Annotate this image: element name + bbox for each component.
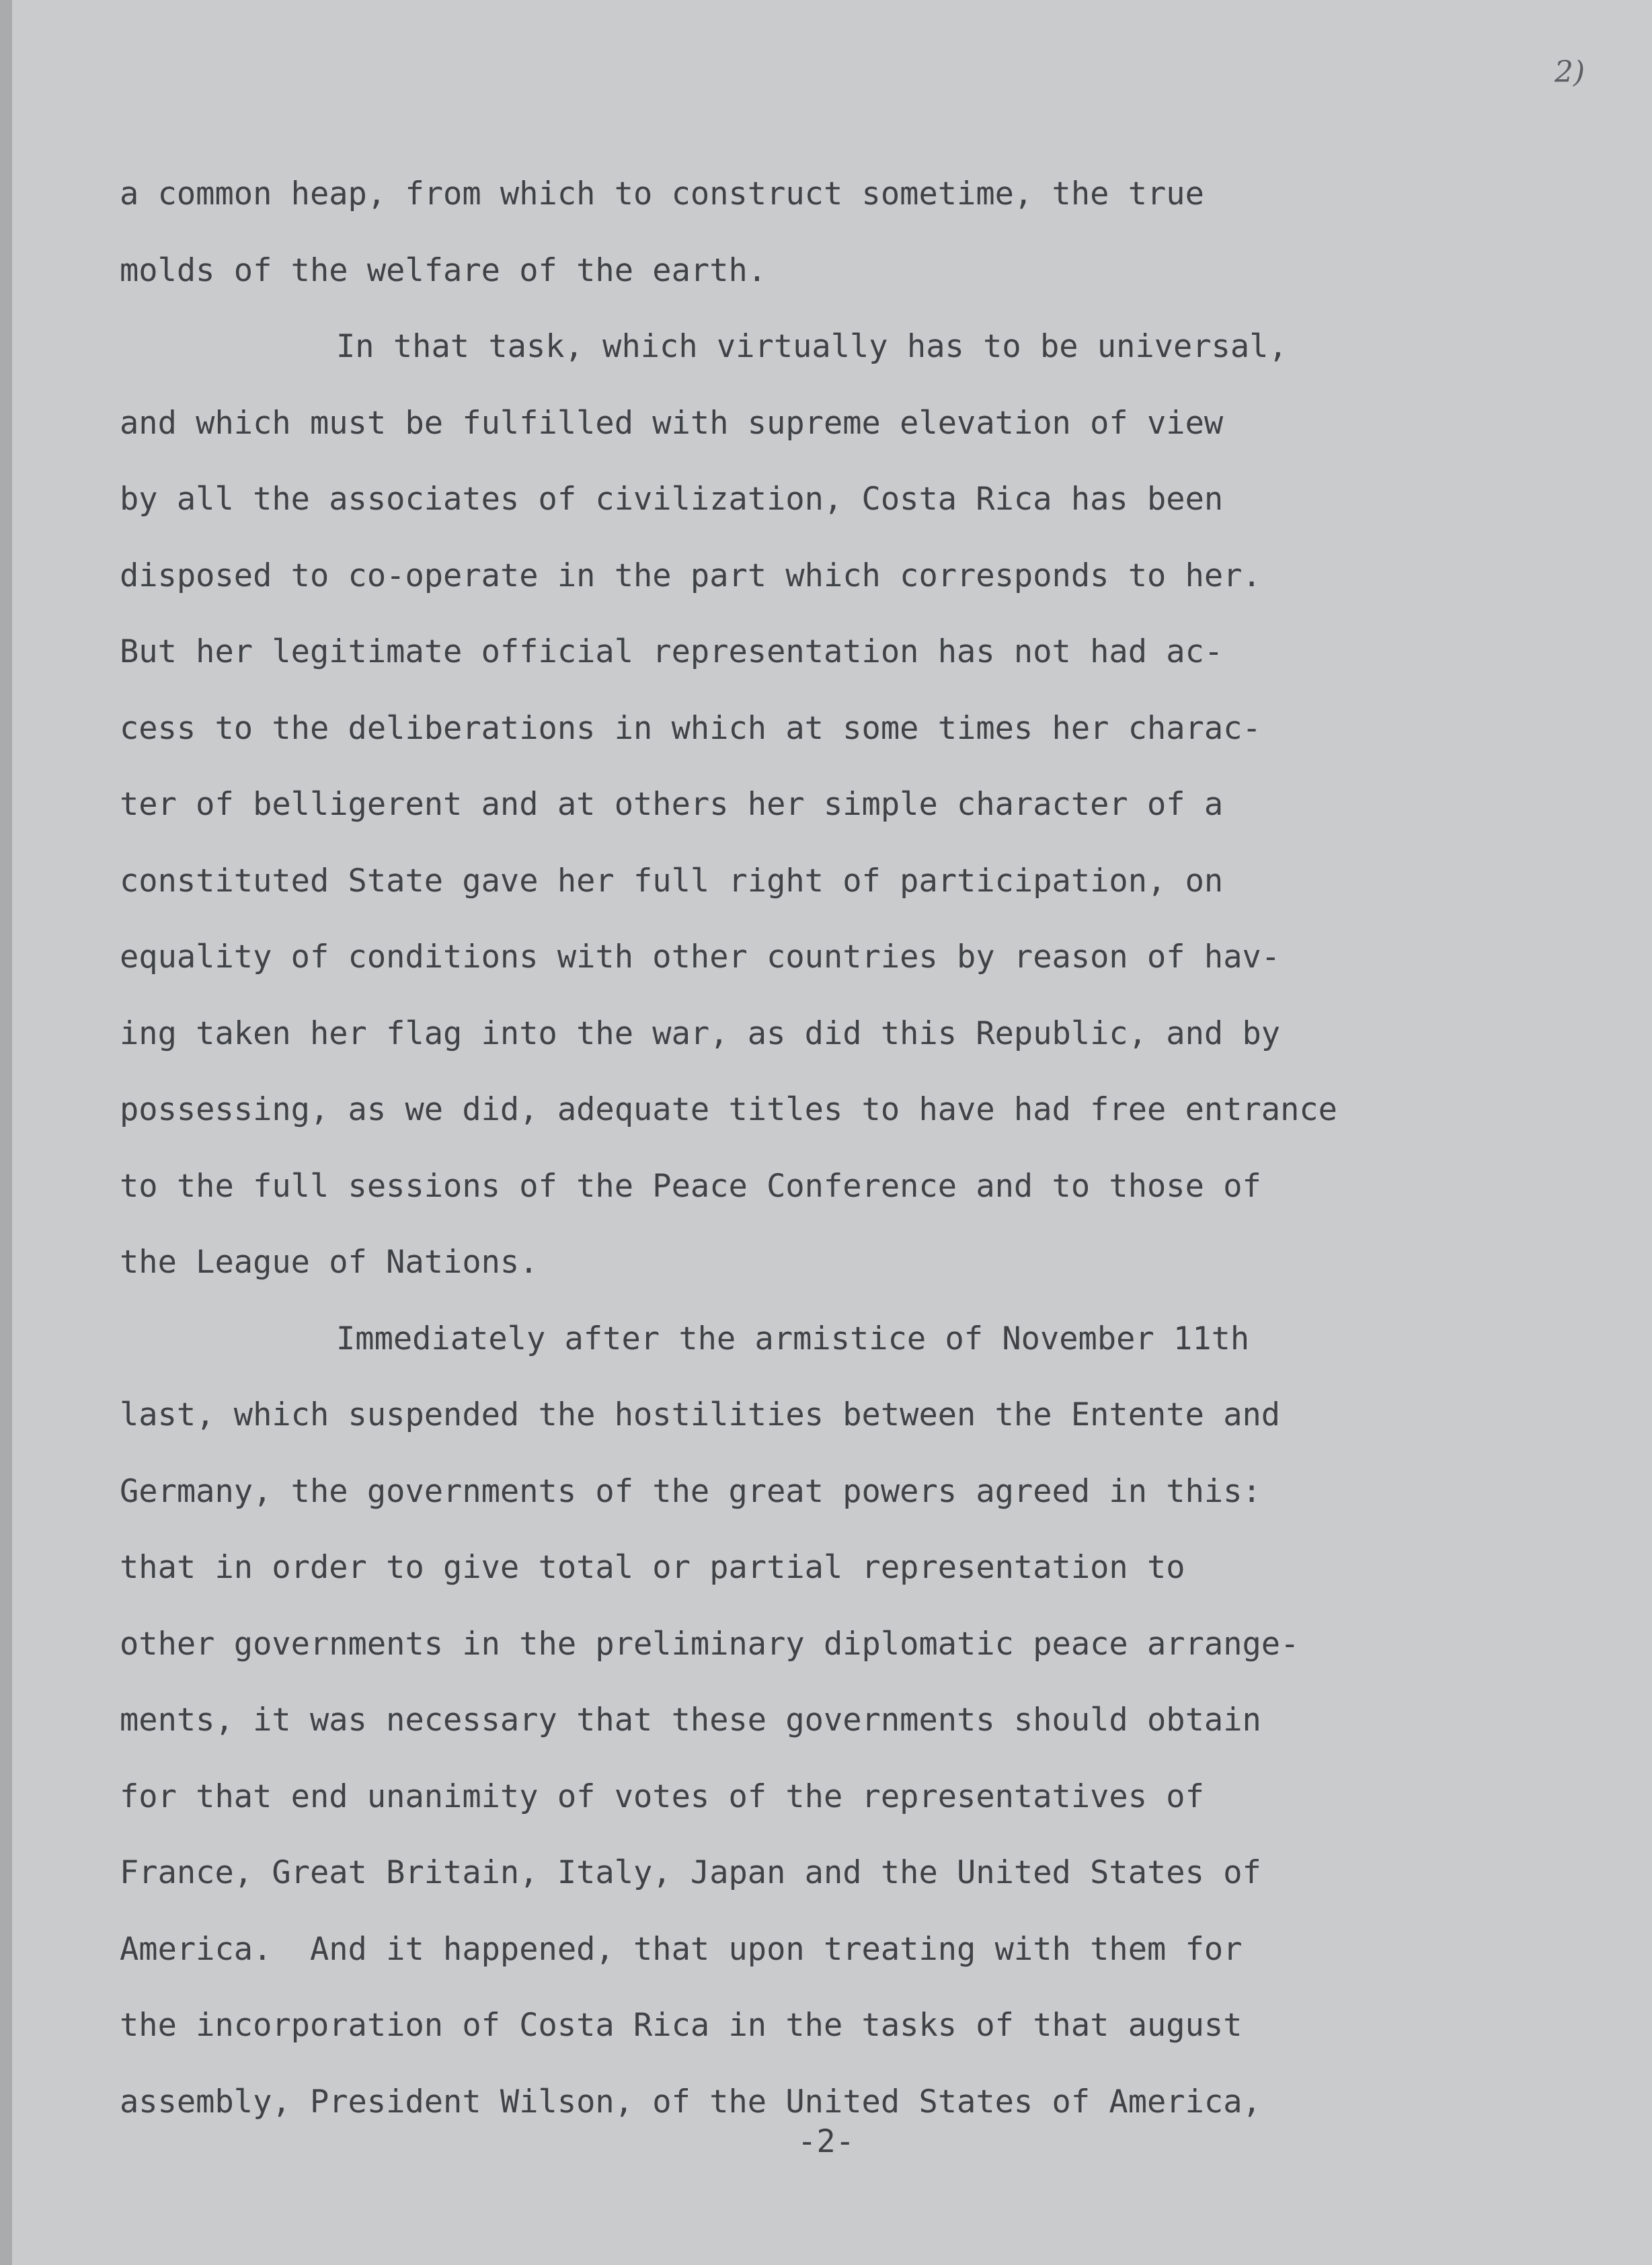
text-line: the League of Nations. bbox=[120, 1244, 539, 1281]
text-line: equality of conditions with other countries by reason of hav- bbox=[120, 939, 1281, 976]
text-line: France, Great Britain, Italy, Japan and the United States of bbox=[120, 1854, 1261, 1891]
page-left-edge bbox=[0, 0, 12, 2265]
text-line: ing taken her flag into the war, as did this Republic, and by bbox=[120, 1015, 1281, 1052]
text-line: Immediately after the armistice of November 11th bbox=[336, 1320, 1250, 1357]
text-line: by all the associates of civilization, Costa Rica has been bbox=[120, 481, 1224, 518]
text-line: disposed to co-operate in the part which corresponds to her. bbox=[120, 557, 1261, 594]
text-line: that in order to give total or partial representation to bbox=[120, 1549, 1185, 1586]
footer-page-number: -2- bbox=[797, 2123, 855, 2160]
text-line: ter of belligerent and at others her simple character of a bbox=[120, 786, 1224, 823]
text-line: But her legitimate official representation has not had ac- bbox=[120, 633, 1224, 670]
text-line: other governments in the preliminary diplomatic peace arrange- bbox=[120, 1625, 1300, 1663]
text-line: ments, it was necessary that these governments should obtain bbox=[120, 1702, 1261, 1739]
text-line: molds of the welfare of the earth. bbox=[120, 251, 767, 289]
text-line: and which must be fulfilled with supreme elevation of view bbox=[120, 404, 1224, 442]
text-line: America. And it happened, that upon treating with them for bbox=[120, 1930, 1243, 1968]
text-line: the incorporation of Costa Rica in the tasks of that august bbox=[120, 2007, 1243, 2044]
text-line: a common heap, from which to construct sometime, the true bbox=[120, 175, 1204, 212]
text-line: constituted State gave her full right of participation, on bbox=[120, 862, 1224, 900]
text-line: In that task, which virtually has to be universal, bbox=[336, 328, 1288, 365]
text-line: to the full sessions of the Peace Conference and to those of bbox=[120, 1167, 1261, 1205]
document-body bbox=[120, 156, 1559, 2140]
text-line: assembly, President Wilson, of the United States of America, bbox=[120, 2083, 1261, 2120]
text-line: Germany, the governments of the great powers agreed in this: bbox=[120, 1472, 1261, 1510]
text-line: last, which suspended the hostilities between the Entente and bbox=[120, 1396, 1281, 1433]
text-line: cess to the deliberations in which at some times her charac- bbox=[120, 709, 1261, 747]
text-line: possessing, as we did, adequate titles to have had free entrance bbox=[120, 1091, 1337, 1128]
text-line: for that end unanimity of votes of the representatives of bbox=[120, 1778, 1204, 1815]
handwritten-page-number: 2) bbox=[1555, 55, 1585, 89]
